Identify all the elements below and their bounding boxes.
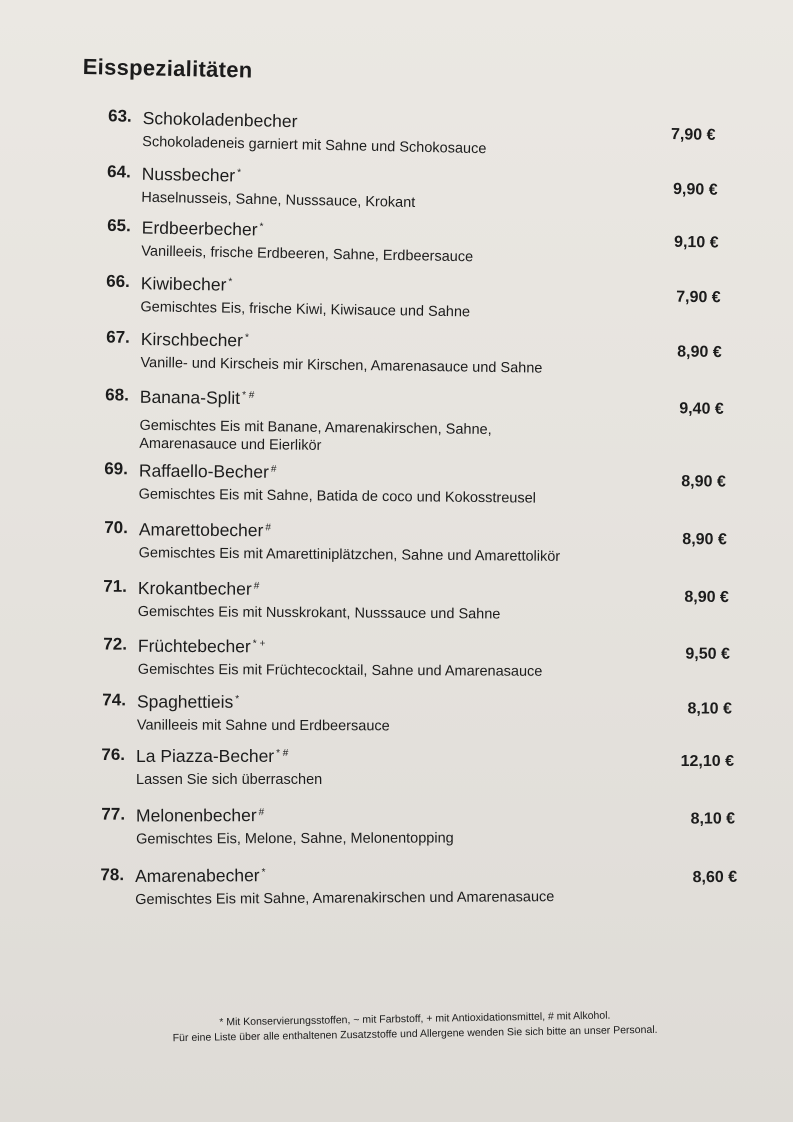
item-number: 71.: [103, 576, 127, 596]
item-price: 8,10 €: [690, 810, 736, 828]
item-description: Lassen Sie sich überraschen: [136, 772, 323, 788]
item-price: 8,60 €: [692, 868, 738, 887]
item-additive-marks: #: [265, 522, 272, 534]
item-additive-marks: *: [235, 693, 240, 705]
menu-item: [0, 745, 793, 799]
item-name: [137, 691, 239, 712]
menu-item: [0, 576, 793, 636]
item-number: 74.: [102, 690, 126, 710]
item-description: Gemischtes Eis mit Sahne, Amarenakirschen und Amarenasauce: [135, 889, 555, 909]
item-additive-marks: *: [237, 167, 242, 179]
item-description: Schokoladeneis garniert mit Sahne und Schokosauce: [142, 133, 487, 158]
item-name: [141, 329, 249, 352]
item-description: Gemischtes Eis mit Nusskrokant, Nusssauce und Sahne: [137, 603, 501, 623]
item-additive-marks: * +: [252, 638, 266, 650]
item-price: 8,10 €: [687, 700, 732, 718]
item-name: [141, 273, 233, 295]
item-name-text: Melonenbecher: [136, 805, 257, 826]
item-name-text: Spaghettieis: [136, 691, 234, 712]
item-additive-marks: #: [270, 463, 277, 475]
item-description: Vanille- und Kirscheis mir Kirschen, Amarenasauce und Sahne: [140, 354, 543, 377]
menu-item: [0, 690, 793, 747]
item-description: Vanilleeis, frische Erdbeeren, Sahne, Erdbeersauce: [141, 243, 474, 266]
item-additive-marks: *: [244, 332, 249, 344]
item-name: [139, 519, 271, 541]
item-name: [136, 805, 264, 826]
item-name-text: Amarenabecher: [135, 865, 260, 887]
item-name: [139, 460, 277, 482]
item-description: Gemischtes Eis mit Amarettiniplätzchen, Sahne und Amarettolikör: [138, 545, 561, 565]
footnote-legend: * Mit Konservierungsstoffen, ~ mit Farbstoff, + mit Antioxidationsmittel, # mit Alkohol.: [219, 1009, 611, 1029]
item-description: Vanilleeis mit Sahne und Erdbeersauce: [136, 717, 390, 735]
item-number: 66.: [106, 271, 130, 292]
item-name: [136, 746, 288, 767]
item-additive-marks: *: [228, 276, 233, 288]
item-description: Gemischtes Eis mit Banane, Amarenakirschen, Sahne, Amarenasauce und Eierlikör: [139, 417, 492, 454]
item-name: [138, 578, 260, 600]
item-number: 70.: [104, 517, 128, 538]
item-additive-marks: *: [261, 867, 266, 879]
menu-item: [0, 384, 793, 454]
item-additive-marks: * #: [242, 389, 255, 402]
item-name-text: Raffaello-Becher: [138, 460, 270, 482]
item-name-text: Krokantbecher: [137, 577, 252, 599]
item-price: 9,10 €: [673, 233, 719, 252]
item-name: [138, 636, 265, 658]
item-price: 9,90 €: [672, 180, 718, 199]
item-description: Gemischtes Eis, frische Kiwi, Kiwisauce und Sahne: [140, 299, 471, 321]
menu-item: [0, 634, 793, 692]
item-additive-marks: #: [258, 807, 265, 819]
item-name: [142, 217, 264, 240]
item-name-text: Kiwibecher: [140, 273, 227, 295]
item-name-text: Kirschbecher: [140, 328, 244, 351]
item-number: 65.: [107, 215, 131, 236]
item-price: 8,90 €: [681, 473, 726, 491]
menu-item: [0, 802, 793, 859]
item-price: 8,90 €: [684, 588, 729, 607]
item-description: Haselnusseis, Sahne, Nusssauce, Krokant: [141, 189, 416, 211]
item-number: 64.: [106, 162, 131, 182]
item-name-text: Nussbecher: [141, 163, 236, 186]
menu-item: [0, 517, 793, 578]
item-name-text: Amarettobecher: [138, 519, 264, 541]
item-name: [135, 865, 266, 887]
page-title: Eisspezialitäten: [82, 54, 253, 83]
item-name-text: Schokoladenbecher: [142, 107, 298, 132]
menu-item: [0, 458, 793, 520]
item-name-text: La Piazza-Becher: [136, 746, 275, 766]
item-additive-marks: *: [259, 221, 264, 233]
item-price: 7,90 €: [670, 126, 716, 144]
item-number: 68.: [105, 385, 129, 405]
item-number: 63.: [107, 106, 132, 126]
footnote: [120, 1007, 710, 1047]
item-name-text: Erdbeerbecher: [141, 217, 258, 240]
item-additive-marks: * #: [276, 748, 289, 759]
item-description: Gemischtes Eis mit Sahne, Batida de coco und Kokosstreusel: [138, 486, 537, 507]
menu-item: [0, 860, 793, 920]
item-price: 7,90 €: [676, 288, 721, 307]
item-price: 8,90 €: [682, 530, 727, 549]
item-name-text: Banana-Split: [139, 386, 241, 408]
item-number: 69.: [104, 459, 128, 479]
menu-item: [0, 270, 793, 336]
footnote-allergens: Für eine Liste über alle enthaltenen Zusatzstoffe und Allergene wenden Sie sich bitte an unser Personal.: [172, 1023, 658, 1045]
item-price: 12,10 €: [680, 753, 734, 770]
item-number: 78.: [100, 865, 125, 885]
item-name-text: Früchtebecher: [137, 635, 251, 657]
item-price: 9,50 €: [685, 645, 730, 663]
item-name: [143, 108, 300, 132]
item-description: Gemischtes Eis, Melone, Sahne, Melonentopping: [136, 830, 454, 848]
item-number: 67.: [106, 327, 130, 347]
item-price: 8,90 €: [677, 343, 722, 362]
menu-item: [0, 326, 793, 391]
item-number: 76.: [101, 745, 125, 764]
item-number: 72.: [103, 634, 127, 654]
item-price: 9,40 €: [679, 400, 724, 418]
item-name: [142, 164, 242, 187]
item-name: [140, 387, 255, 409]
item-number: 77.: [101, 804, 126, 824]
item-description: Gemischtes Eis mit Früchtecocktail, Sahne und Amarenasauce: [137, 661, 543, 680]
item-additive-marks: #: [253, 580, 260, 592]
